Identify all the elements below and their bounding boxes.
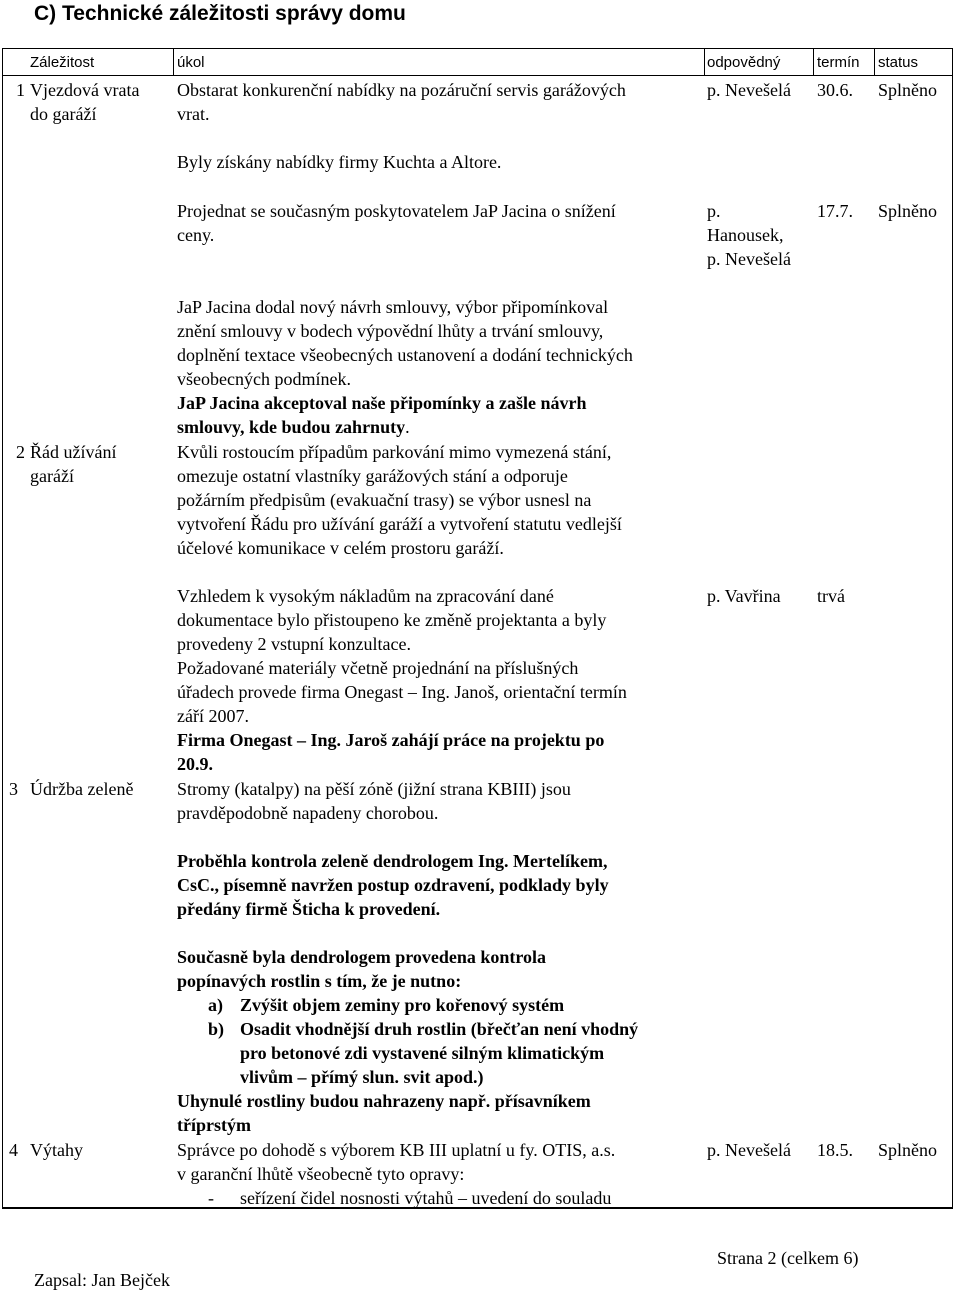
task-line: Stromy (katalpy) na pěší zóně (jižní strana KBIII) jsou [177,779,571,799]
task-line: Správce po dohodě s výborem KB III uplatní u fy. OTIS, a.s. [177,1140,616,1160]
task-line: Požadované materiály včetně projednání na příslušných [177,658,579,678]
deadline: 17.7. [817,201,853,221]
status: Splněno [878,201,938,221]
matter-line: garáží [30,466,74,486]
responsible: p. Vavřina [707,586,781,606]
matter-line: do garáží [30,104,97,124]
status: Splněno [878,80,938,100]
col-divider [813,48,814,76]
deadline: 18.5. [817,1140,853,1160]
row-number: 3 [9,779,18,799]
task-line: znění smlouvy v bodech výpovědní lhůty a trvání smlouvy, [177,321,604,341]
list-marker: - [208,1188,214,1208]
responsible: p. Nevešelá [707,249,791,269]
task-line: Proběhla kontrola zeleně dendrologem Ing. Mertelíkem, [177,851,608,871]
list-item: Zvýšit objem zeminy pro kořenový systém [240,995,565,1015]
task-suffix: . [405,417,410,437]
task-line: JaP Jacina akceptoval naše připomínky a zašle návrh [177,393,587,413]
task-line: požárním předpisům (evakuační trasy) se výbor usnesl na [177,490,592,510]
task-line: předány firmě Šticha k provedení. [177,899,441,919]
task-line: JaP Jacina dodal nový návrh smlouvy, výbor připomínkoval [177,297,609,317]
task-line: pravděpodobně napadeny chorobou. [177,803,439,823]
task-line: všeobecných podmínek. [177,369,351,389]
task-line: vrat. [177,104,210,124]
task-line: Byly získány nabídky firmy Kuchta a Altore. [177,152,502,172]
task-line: 20.9. [177,754,213,774]
responsible: p. [707,201,721,221]
task-line: Uhynulé rostliny budou nahrazeny např. přísavníkem [177,1091,591,1111]
header-divider [2,75,953,76]
page-number: Strana 2 (celkem 6) [717,1248,859,1268]
task-line: v garanční lhůtě všeobecně tyto opravy: [177,1164,465,1184]
col-header-task: úkol [177,54,205,71]
col-divider [874,48,875,76]
task-line: účelové komunikace v celém prostoru garáží. [177,538,504,558]
responsible: p. Nevešelá [707,80,791,100]
responsible: Hanousek, [707,225,784,245]
matter-line: Výtahy [30,1140,83,1160]
status: trvá [817,586,845,606]
list-marker: b) [208,1019,225,1039]
row-number: 4 [9,1140,18,1160]
col-header-matter: Záležitost [30,54,95,71]
deadline: 30.6. [817,80,853,100]
task-line [177,415,410,439]
task-line: Obstarat konkurenční nabídky na pozáruční servis garážových [177,80,626,100]
matter-line: Řád užívání [30,442,117,462]
task-line: tříprstým [177,1115,251,1135]
task-line: Firma Onegast – Ing. Jaroš zahájí práce na projektu po [177,730,605,750]
list-marker: a) [208,995,223,1015]
task-line: doplnění textace všeobecných ustanovení a dodání technických [177,345,633,365]
matter-line: Vjezdová vrata [30,80,140,100]
task-line: Současně byla dendrologem provedena kontrola [177,947,547,967]
task-line: vytvoření Řádu pro užívání garáží a vytvoření statutu vedlejší [177,514,622,534]
col-divider [704,48,705,76]
page-title: C) Technické záležitosti správy domu [34,2,406,25]
task-line: září 2007. [177,706,249,726]
col-header-responsible: odpovědný [707,54,781,71]
task-text: smlouvy, kde budou zahrnuty [177,417,406,437]
row-number: 2 [16,442,25,462]
col-header-deadline: termín [817,54,860,71]
task-line: popínavých rostlin s tím, že je nutno: [177,971,462,991]
col-divider [173,48,174,76]
col-header-status: status [878,54,919,71]
task-line: úřadech provede firma Onegast – Ing. Janoš, orientační termín [177,682,627,702]
task-line: dokumentace bylo přistoupeno ke změně projektanta a byly [177,610,607,630]
task-line: CsC., písemně navržen postup ozdravení, podklady byly [177,875,609,895]
task-line: ceny. [177,225,215,245]
row-number: 1 [16,80,25,100]
task-line: provedeny 2 vstupní konzultace. [177,634,411,654]
status: Splněno [878,1140,938,1160]
task-line: omezuje ostatní vlastníky garážových stání a odporuje [177,466,568,486]
task-line: Projednat se současným poskytovatelem JaP Jacina o snížení [177,201,616,221]
task-line: Kvůli rostoucím případům parkování mimo vymezená stání, [177,442,612,462]
list-item: Osadit vhodnější druh rostlin (břečťan není vhodný [240,1019,639,1039]
list-item: seřízení čidel nosnosti výtahů – uvedení do souladu [240,1188,612,1208]
list-item: pro betonové zdi vystavené silným klimatickým [240,1043,605,1063]
author-note: Zapsal: Jan Bejček [34,1270,170,1290]
task-line: Vzhledem k vysokým nákladům na zpracování dané [177,586,554,606]
matter-line: Údržba zeleně [30,779,134,799]
responsible: p. Nevešelá [707,1140,791,1160]
list-item: vlivům – přímý slun. svit apod.) [240,1067,484,1087]
